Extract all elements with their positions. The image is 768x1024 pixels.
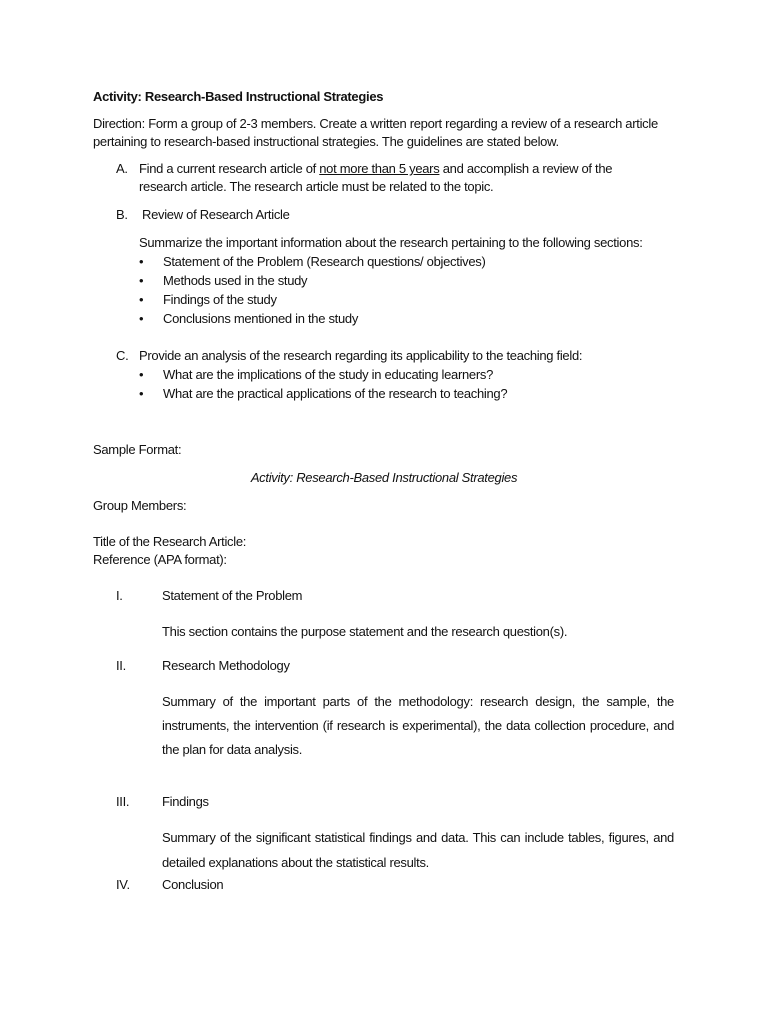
- bullet-icon: •: [139, 386, 144, 401]
- group-members-label: Group Members:: [93, 498, 187, 513]
- item-a-line-2: research article. The research article must be related to the topic.: [139, 179, 494, 194]
- item-a-marker: A.: [116, 161, 128, 176]
- section-numeral: II.: [116, 658, 126, 673]
- bullet-text: Findings of the study: [163, 292, 277, 307]
- direction-line-2: pertaining to research-based instructional strategies. The guidelines are stated below.: [93, 134, 559, 149]
- bullet-icon: •: [139, 367, 144, 382]
- section-heading: Research Methodology: [162, 658, 290, 673]
- direction-line-1: Direction: Form a group of 2-3 members. Create a written report regarding a review of a research article: [93, 116, 658, 131]
- bullet-icon: •: [139, 292, 144, 307]
- section-body: Summary of the important parts of the methodology: research design, the sample, the instruments, the intervention (if research is experimental), the data collection procedure, and the plan for data analysis.: [162, 694, 674, 757]
- list-item: [139, 272, 307, 290]
- list-item: [139, 385, 507, 403]
- list-item: [139, 310, 358, 328]
- section-body: This section contains the purpose statement and the research question(s).: [162, 624, 568, 639]
- bullet-text: Statement of the Problem (Research questions/ objectives): [163, 254, 486, 269]
- section-numeral: IV.: [116, 877, 130, 892]
- bullet-text: Methods used in the study: [163, 273, 308, 288]
- bullet-icon: •: [139, 311, 144, 326]
- sample-title: Activity: Research-Based Instructional Strategies: [250, 470, 518, 485]
- sample-format-label: Sample Format:: [93, 442, 182, 457]
- section-heading: Findings: [162, 794, 209, 809]
- item-b-summary: Summarize the important information about the research pertaining to the following sections:: [139, 235, 643, 250]
- list-item: [139, 253, 486, 271]
- article-title-label: Title of the Research Article:: [93, 534, 247, 549]
- section-heading: Conclusion: [162, 877, 224, 892]
- section-heading: Statement of the Problem: [162, 588, 303, 603]
- item-a-text-after: and accomplish a review of the: [439, 161, 613, 176]
- item-c-marker: C.: [116, 348, 129, 363]
- item-b-marker: B.: [116, 207, 128, 222]
- section-body: Summary of the significant statistical findings and data. This can include tables, figures, and detailed explanations about the statistical results.: [162, 830, 674, 870]
- reference-label: Reference (APA format):: [93, 552, 227, 567]
- bullet-text: What are the implications of the study in educating learners?: [163, 367, 494, 382]
- bullet-text: Conclusions mentioned in the study: [163, 311, 359, 326]
- list-item: [139, 291, 277, 309]
- bullet-icon: •: [139, 254, 144, 269]
- list-item: [139, 366, 493, 384]
- item-a-underlined-text: not more than 5 years: [319, 161, 440, 176]
- activity-title: Activity: Research-Based Instructional Strategies: [93, 89, 384, 104]
- section-numeral: I.: [116, 588, 123, 603]
- bullet-icon: •: [139, 273, 144, 288]
- section-numeral: III.: [116, 794, 130, 809]
- item-c-label: Provide an analysis of the research regarding its applicability to the teaching field:: [139, 348, 583, 363]
- bullet-text: What are the practical applications of the research to teaching?: [163, 386, 508, 401]
- item-a-text-before: Find a current research article of: [139, 161, 320, 176]
- item-b-label: Review of Research Article: [142, 207, 290, 222]
- item-a-line-1: [139, 160, 612, 178]
